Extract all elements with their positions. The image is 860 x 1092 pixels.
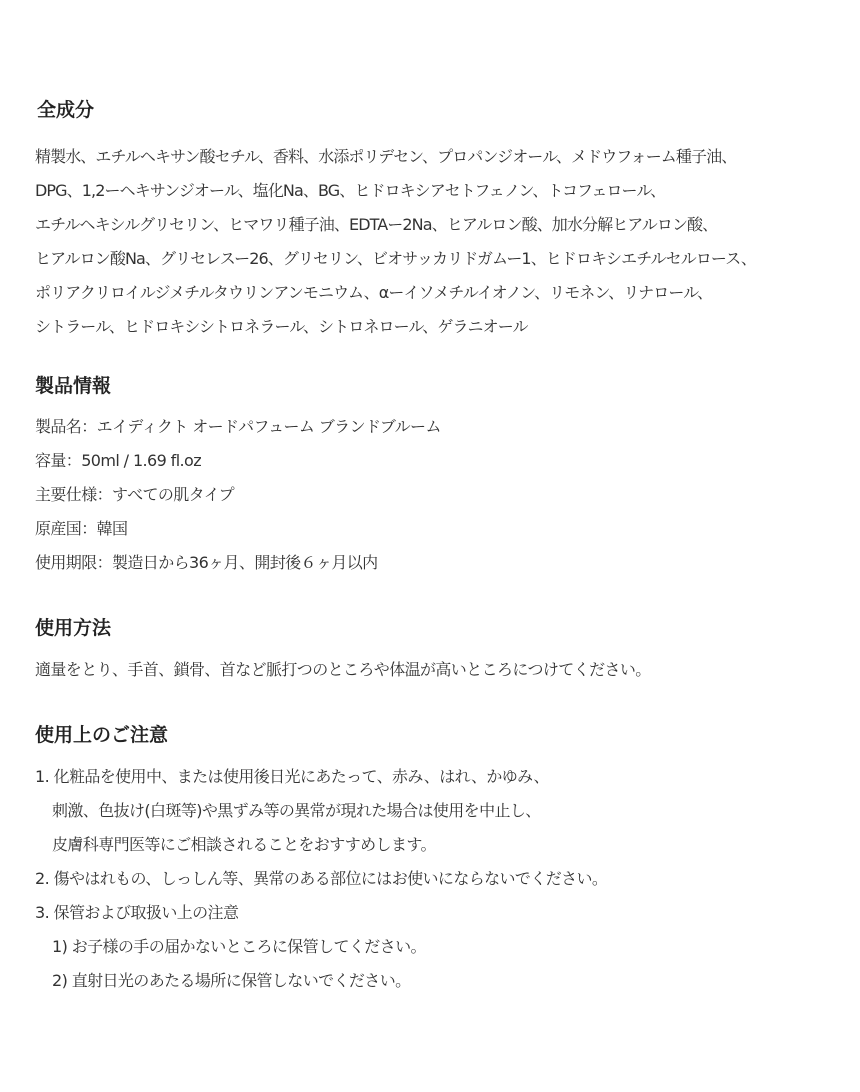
caution-item-2: 2. 傷やはれもの、しっしん等、異常のある部位にはお使いにならないでください。 xyxy=(35,869,608,888)
caution-item-1: 1. 化粧品を使用中、または使用後日光にあたって、赤み、はれ、かゆみ、 xyxy=(35,767,549,786)
ingredients-line: エチルヘキシルグリセリン、ヒマワリ種子油、EDTAー2Na、ヒアルロン酸、加水分解ヒアルロン酸、 xyxy=(35,215,718,234)
ingredients-line: ヒアルロン酸Na、グリセレスー26、グリセリン、ビオサッカリドガムー1、ヒドロキシエチルセルロース、 xyxy=(35,249,756,268)
usage-list xyxy=(35,653,850,687)
caution-heading: 使用上のご注意 xyxy=(35,724,169,746)
ingredients-line: ポリアクリロイルジメチルタウリンアンモニウム、αーイソメチルイオノン、リモネン、リナロール、 xyxy=(35,283,713,302)
caution-item-1-continued: 皮膚科専門医等にご相談されることをおすすめします。 xyxy=(52,835,436,854)
caution-subitem-1: 1) お子様の手の届かないところに保管してください。 xyxy=(52,937,426,956)
ingredients-line: シトラール、ヒドロキシシトロネラール、シトロネロール、ゲラニオール xyxy=(35,317,528,336)
usage-heading: 使用方法 xyxy=(35,617,112,639)
caution-item-3: 3. 保管および取扱い上の注意 xyxy=(35,903,239,922)
caution-section xyxy=(35,722,850,998)
usage-section xyxy=(35,615,850,687)
product-skin-type-row: 主要仕様：すべての肌タイプ xyxy=(35,485,235,504)
product-name-row: 製品名：エイディクト オードパフューム ブランドブルーム xyxy=(35,417,441,436)
usage-line: 適量をとり、手首、鎖骨、首など脈打つのところや体温が高いところにつけてください。 xyxy=(35,660,651,679)
product-info-section xyxy=(35,373,850,580)
ingredients-section xyxy=(35,97,850,344)
product-origin-row: 原産国：韓国 xyxy=(35,519,128,538)
ingredients-heading: 全成分 xyxy=(37,99,95,121)
caution-item-1-continued: 刺激、色抜け(白斑等)や黒ずみ等の異常が現れた場合は使用を中止し、 xyxy=(52,801,541,820)
product-volume-row: 容量：50ml / 1.69 fl.oz xyxy=(35,451,202,470)
ingredients-list xyxy=(35,140,850,344)
product-expiry-row: 使用期限：製造日から36ヶ月、開封後６ヶ月以内 xyxy=(35,553,378,572)
ingredients-line: DPG、1,2ーヘキサンジオール、塩化Na、BG、ヒドロキシアセトフェノン、トコフェロール、 xyxy=(35,181,666,200)
caution-list xyxy=(35,760,850,998)
ingredients-line: 精製水、エチルヘキサン酸セチル、香料、水添ポリデセン、プロパンジオール、メドウフォーム種子油、 xyxy=(35,147,737,166)
product-info-list xyxy=(35,410,850,580)
caution-subitem-2: 2) 直射日光のあたる場所に保管しないでください。 xyxy=(52,971,411,990)
product-info-heading: 製品情報 xyxy=(35,375,112,397)
